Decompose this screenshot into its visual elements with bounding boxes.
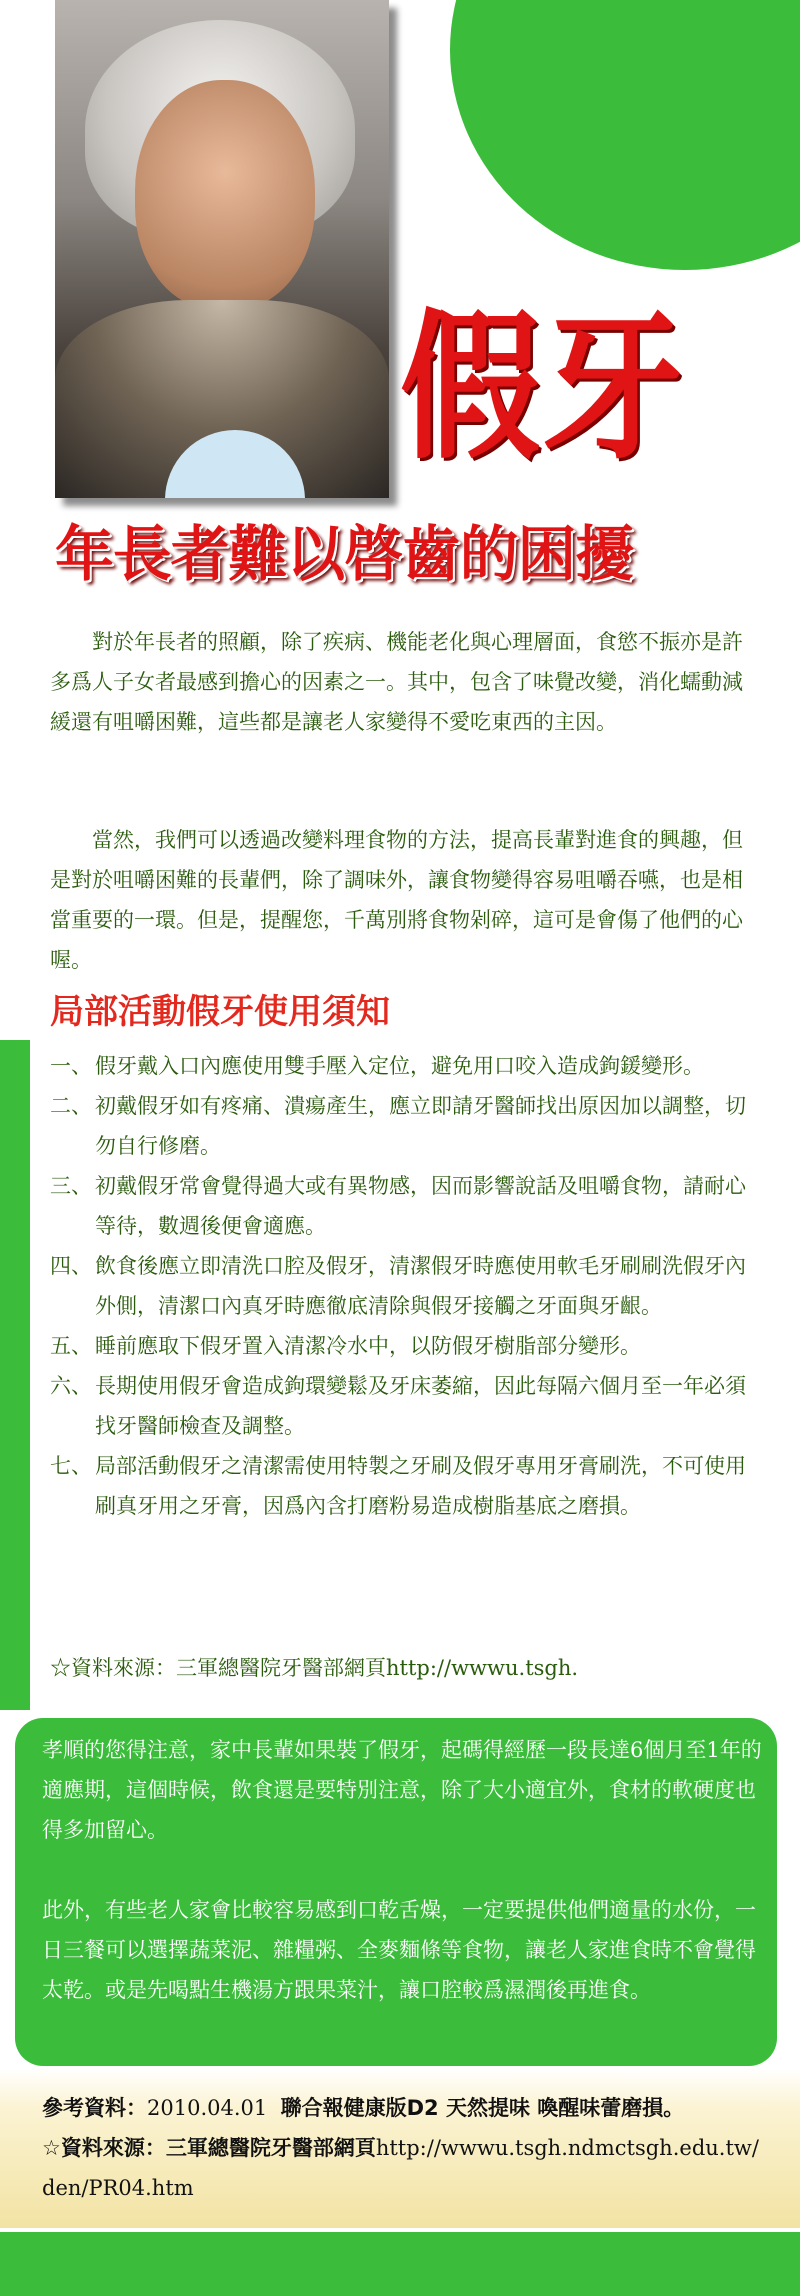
reference-text: 聯合報健康版D2 天然提味 喚醒味蕾磨損。 [280,2096,685,2120]
list-item [50,1086,750,1166]
list-text: 初戴假牙常會覺得過大或有異物感，因而影響說話及咀嚼食物，請耐心等待，數週後便會適應。 [95,1174,746,1238]
list-item [50,1366,750,1446]
list-number: 三、 [50,1174,92,1198]
notice-paragraph-2: 此外，有些老人家會比較容易感到口乾舌燥，一定要提供他們適量的水份，一日三餐可以選擇蔬菜泥、雜糧粥、全麥麵條等食物，讓老人家進食時不會覺得太乾。或是先喝點生機湯方跟果菜汁，讓口腔較爲濕潤後再進食。 [42,1898,756,2002]
list-item [50,1166,750,1246]
list-text: 局部活動假牙之清潔需使用特製之牙刷及假牙專用牙膏刷洗，不可使用刷真牙用之牙膏，因爲內含打磨粉易造成樹脂基底之磨損。 [95,1454,746,1518]
list-item [50,1046,750,1086]
list-number: 六、 [50,1374,92,1398]
list-number: 二、 [50,1094,92,1118]
section-title: 局部活動假牙使用須知 [50,992,390,1032]
decorative-footer-bar [0,2232,800,2296]
list-number: 四、 [50,1254,92,1278]
notice-paragraph-1: 孝順的您得注意，家中長輩如果裝了假牙，起碼得經歷一段長達6個月至1年的適應期，這個時候，飲食還是要特別注意，除了大小適宜外，食材的軟硬度也得多加留心。 [42,1738,762,1842]
reference-label: 參考資料： [42,2096,147,2120]
source-line [42,2128,762,2208]
references [42,2088,762,2208]
list-text: 睡前應取下假牙置入清潔冷水中，以防假牙樹脂部分變形。 [95,1334,641,1358]
list-text: 長期使用假牙會造成鉤環變鬆及牙床萎縮，因此每隔六個月至一年必須找牙醫師檢查及調整。 [95,1374,746,1438]
list-text: 假牙戴入口內應使用雙手壓入定位，避免用口咬入造成鉤鍰變形。 [95,1054,704,1078]
source-note: ☆資料來源：三軍總醫院牙醫部網頁http://wwwu.tsgh. [50,1656,579,1680]
list-number: 一、 [50,1054,92,1078]
intro-paragraph-2: 當然，我們可以透過改變料理食物的方法，提高長輩對進食的興趣，但是對於咀嚼困難的長輩們，除了調味外，讓食物變得容易咀嚼吞嚥，也是相當重要的一環。但是，提醒您，千萬別將食物剁碎，這可是會傷了他們的心喔。 [50,828,743,972]
decorative-left-bar [0,1040,30,1710]
reference-line [42,2088,762,2128]
list-number: 七、 [50,1454,92,1478]
list-item [50,1326,750,1366]
list-text: 飲食後應立即清洗口腔及假牙，清潔假牙時應使用軟毛牙刷刷洗假牙內外側，清潔口內真牙時應徹底清除與假牙接觸之牙面與牙齦。 [95,1254,746,1318]
list-item [50,1246,750,1326]
list-number: 五、 [50,1334,92,1358]
denture-rules-list [50,1046,750,1526]
decorative-green-circle [450,0,800,270]
notice-box [15,1718,777,2066]
list-text: 初戴假牙如有疼痛、潰瘍產生，應立即請牙醫師找出原因加以調整，切勿自行修磨。 [95,1094,746,1158]
reference-date: 2010.04.01 [147,2096,268,2120]
source-label: ☆資料來源：三軍總醫院牙醫部網頁 [42,2136,376,2160]
list-item [50,1446,750,1526]
source-url: http://wwwu.tsgh.ndmctsgh.edu.tw/den/PR04.htm [42,2136,759,2200]
elderly-woman-photo [55,0,389,498]
intro-paragraph-1: 對於年長者的照顧，除了疾病、機能老化與心理層面，食慾不振亦是許多爲人子女者最感到擔心的因素之一。其中，包含了味覺改變，消化蠕動減緩還有咀嚼困難，這些都是讓老人家變得不愛吃東西的主因。 [50,630,743,734]
page-title: 假牙 [400,294,686,481]
page-subtitle: 年長者難以啓齒的困擾 [55,520,634,590]
